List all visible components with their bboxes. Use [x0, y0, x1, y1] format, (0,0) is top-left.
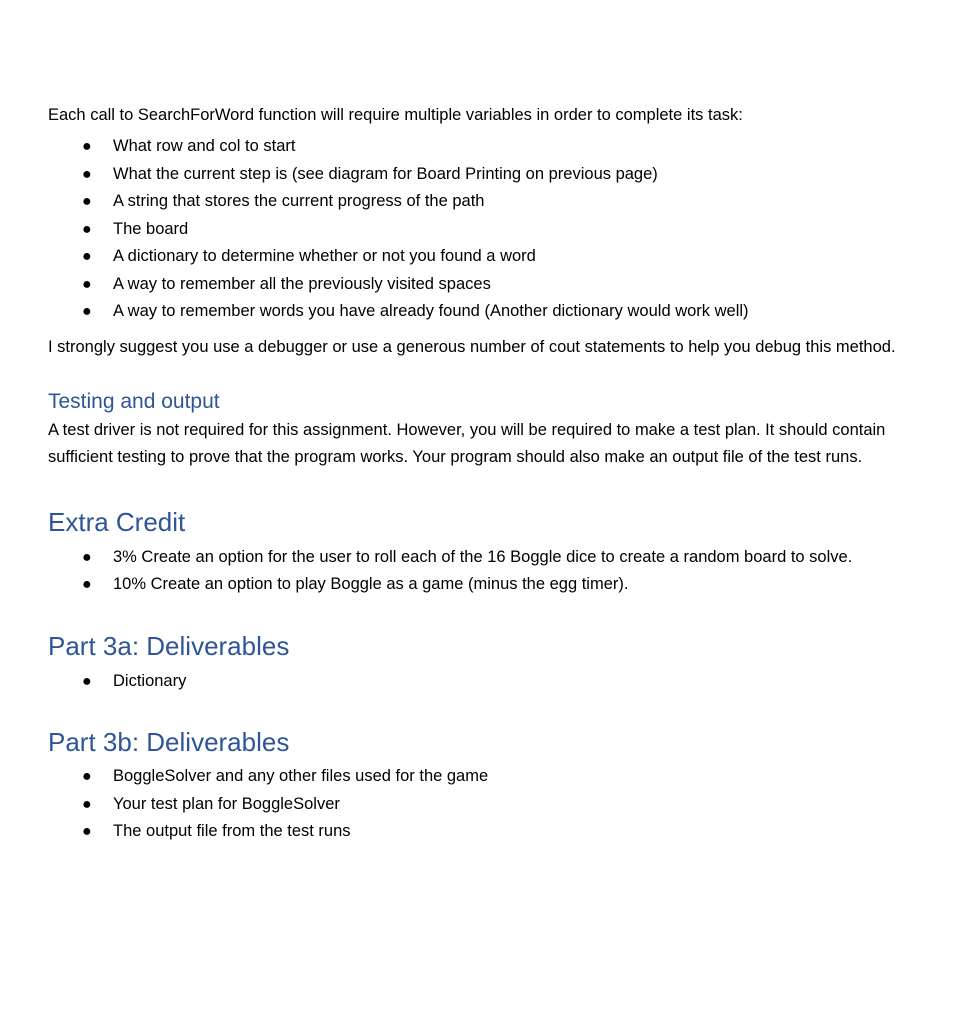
extra-credit-heading: Extra Credit — [48, 506, 186, 537]
part3a-heading: Part 3a: Deliverables — [48, 630, 290, 661]
bullet-icon: ● — [82, 165, 92, 183]
list-item — [48, 763, 908, 791]
list-item-text: A way to remember all the previously visited spaces — [113, 274, 491, 293]
part3b-list — [48, 763, 908, 846]
list-item-text: What the current step is (see diagram for Board Printing on previous page) — [113, 164, 658, 183]
bullet-icon: ● — [82, 576, 92, 593]
bullet-icon: ● — [82, 768, 92, 785]
list-item — [48, 544, 908, 572]
document-page — [48, 102, 908, 846]
list-item — [48, 571, 908, 599]
debug-note-paragraph: I strongly suggest you use a debugger or use a generous number of cout statements to help you debug this method. — [48, 337, 896, 356]
intro-paragraph: Each call to SearchForWord function will require multiple variables in order to complete its task: — [48, 106, 743, 124]
bullet-icon: ● — [82, 248, 92, 265]
list-item — [48, 298, 908, 326]
bullet-icon: ● — [82, 303, 92, 320]
part3b-heading: Part 3b: Deliverables — [48, 727, 290, 757]
part3a-list — [48, 668, 908, 696]
list-item — [48, 818, 908, 846]
list-item — [48, 188, 908, 216]
list-item-text: A dictionary to determine whether or not you found a word — [113, 247, 536, 265]
bullet-icon: ● — [82, 548, 92, 566]
bullet-icon: ● — [82, 193, 92, 210]
bullet-icon: ● — [82, 672, 92, 690]
list-item-text: What row and col to start — [113, 137, 296, 155]
list-item — [48, 243, 908, 271]
list-item — [48, 271, 908, 299]
extra-credit-list — [48, 544, 908, 599]
list-item-text: The board — [113, 219, 189, 238]
testing-heading: Testing and output — [48, 389, 220, 413]
list-item-text: Dictionary — [113, 671, 187, 690]
bullet-icon: ● — [82, 795, 92, 813]
list-item-text: The output file from the test runs — [113, 822, 351, 840]
list-item — [48, 668, 908, 696]
testing-paragraph: A test driver is not required for this assignment. However, you will be required to make a test plan. It should contain sufficient testing to prove that the program works. Your program should also make an output file of the test runs. — [48, 420, 886, 466]
bullet-icon: ● — [82, 275, 92, 293]
variables-list — [48, 133, 908, 326]
list-item — [48, 133, 908, 161]
list-item-text: A way to remember words you have already found (Another dictionary would work well) — [113, 302, 749, 320]
list-item — [48, 161, 908, 189]
bullet-icon: ● — [82, 823, 92, 840]
bullet-icon: ● — [82, 138, 92, 155]
bullet-icon: ● — [82, 220, 92, 238]
list-item — [48, 216, 908, 244]
list-item-text: Your test plan for BoggleSolver — [113, 794, 340, 813]
list-item-text: 10% Create an option to play Boggle as a game (minus the egg timer). — [113, 575, 629, 593]
list-item-text: A string that stores the current progress of the path — [113, 192, 485, 210]
list-item-text: BoggleSolver and any other files used for the game — [113, 767, 489, 785]
list-item — [48, 791, 908, 819]
list-item-text: 3% Create an option for the user to roll each of the 16 Boggle dice to create a random board to solve. — [113, 547, 853, 566]
